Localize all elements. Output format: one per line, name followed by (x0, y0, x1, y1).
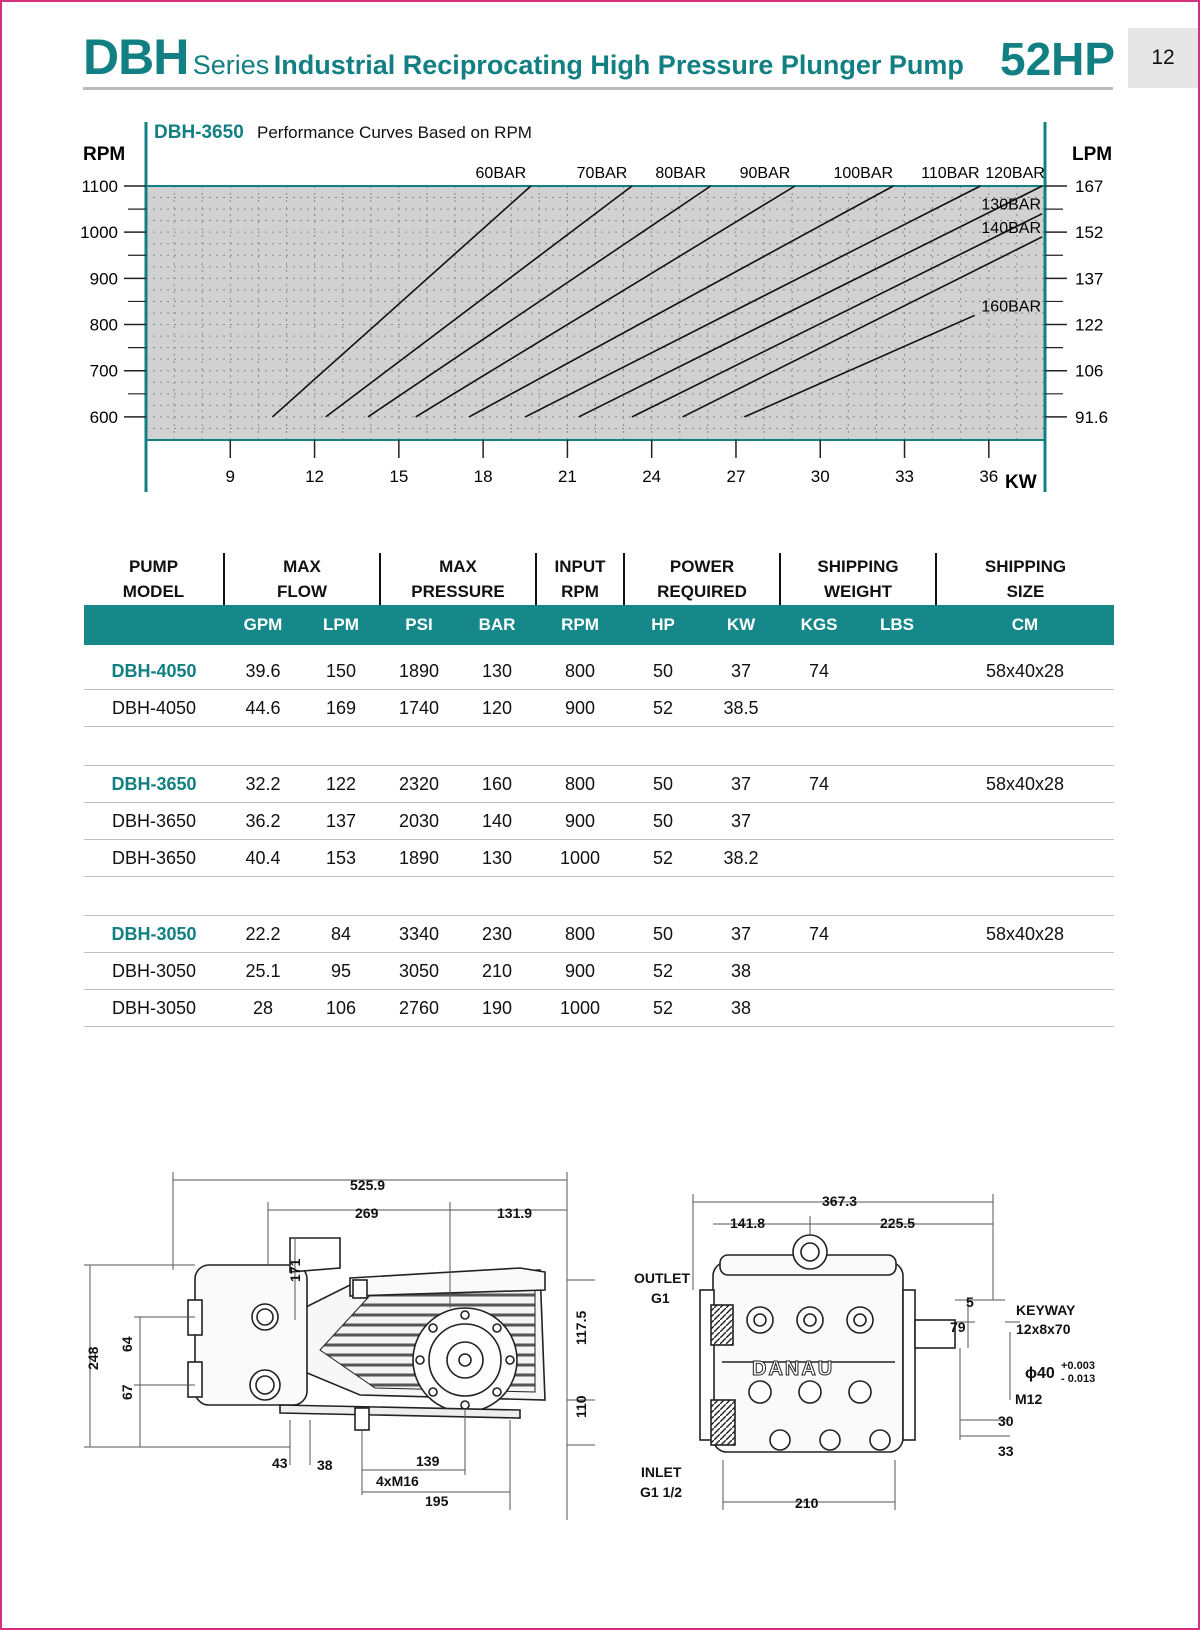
table-cell (936, 803, 1114, 840)
column-header-line1: POWER (669, 557, 735, 576)
table-row (84, 840, 1114, 877)
table-cell (858, 766, 936, 803)
table-cell: 22.2 (224, 916, 302, 953)
unit-header: HP (624, 605, 702, 645)
unit-header: RPM (536, 605, 624, 645)
column-header-line1: PUMP (128, 557, 179, 576)
dim-141-8: 141.8 (730, 1215, 766, 1231)
column-header-line2: MODEL (122, 582, 185, 601)
x-tick-label: 33 (895, 467, 914, 486)
x-axis-label: KW (1005, 472, 1037, 493)
y-right-tick-label: 137 (1075, 269, 1104, 289)
table-cell: 39.6 (224, 653, 302, 690)
table-cell: 130 (458, 653, 536, 690)
series-word: Series (192, 50, 270, 80)
dim-210: 210 (795, 1495, 819, 1511)
table-cell: 140 (458, 803, 536, 840)
dim-33: 33 (998, 1443, 1014, 1459)
table-cell: 122 (302, 766, 380, 803)
table-cell: 44.6 (224, 690, 302, 727)
curve-label: 100BAR (833, 165, 894, 182)
table-cell (858, 690, 936, 727)
table-cell (858, 803, 936, 840)
table-cell: 37 (702, 916, 780, 953)
table-cell: 50 (624, 653, 702, 690)
table-body (84, 645, 1114, 1027)
table-row (84, 690, 1114, 727)
group-spacer (84, 877, 1114, 916)
group-spacer (84, 727, 1114, 766)
x-tick-label: 18 (473, 467, 493, 486)
column-header-line1: SHIPPING (984, 557, 1067, 576)
table-cell: 52 (624, 990, 702, 1027)
table-cell: 1000 (536, 990, 624, 1027)
table-cell: 130 (458, 840, 536, 877)
table-cell: 84 (302, 916, 380, 953)
curve-label: 70BAR (576, 165, 628, 182)
table-cell (780, 990, 858, 1027)
unit-header: GPM (224, 605, 302, 645)
table-gap (84, 645, 1114, 653)
dim-110: 110 (573, 1395, 589, 1418)
table-header-row (84, 553, 1114, 605)
table-cell: 58x40x28 (936, 653, 1114, 690)
table-cell: 900 (536, 690, 624, 727)
table-cell: 95 (302, 953, 380, 990)
table-cell: 2760 (380, 990, 458, 1027)
y-left-tick-label: 800 (89, 315, 118, 335)
model-cell: DBH-4050 (84, 653, 224, 690)
page-number: 12 (1128, 28, 1198, 88)
chart-model: DBH-3650 (154, 122, 244, 143)
curve-label: 130BAR (981, 196, 1041, 214)
curve-label: 110BAR (921, 165, 980, 182)
table-cell: 58x40x28 (936, 766, 1114, 803)
thread-spec: M12 (1015, 1391, 1043, 1407)
dim-30: 30 (998, 1413, 1014, 1429)
table-cell: 2030 (380, 803, 458, 840)
table-row (84, 916, 1114, 953)
table-cell: 190 (458, 990, 536, 1027)
model-cell: DBH-3050 (84, 990, 224, 1027)
x-tick-label: 21 (557, 467, 577, 486)
column-header-line2: REQUIRED (657, 582, 747, 601)
table-cell (780, 690, 858, 727)
model-cell: DBH-3650 (84, 766, 224, 803)
column-header (936, 553, 1114, 605)
table-cell: 160 (458, 766, 536, 803)
table-cell: 3050 (380, 953, 458, 990)
column-header-line2: RPM (561, 582, 599, 601)
outlet-size: G1 (651, 1290, 670, 1306)
column-header-line1: INPUT (554, 557, 606, 576)
unit-header: KGS (780, 605, 858, 645)
keyway-size: 12x8x70 (1016, 1321, 1071, 1337)
column-header-line2: PRESSURE (411, 582, 505, 601)
column-header-line2: WEIGHT (824, 582, 892, 601)
y-right-tick-label: 91.6 (1075, 407, 1109, 427)
x-tick-label: 24 (642, 467, 662, 486)
column-header-line1: SHIPPING (817, 557, 899, 576)
dim-79: 79 (950, 1319, 966, 1335)
table-cell: 50 (624, 803, 702, 840)
table-cell: 120 (458, 690, 536, 727)
model-cell: DBH-3050 (84, 953, 224, 990)
dim-front-overall: 367.3 (822, 1193, 858, 1209)
column-header (84, 553, 224, 605)
table-cell: 800 (536, 766, 624, 803)
page-header (83, 28, 964, 88)
unit-header: PSI (380, 605, 458, 645)
outlet-label: OUTLET (634, 1270, 690, 1286)
y-left-tick-label: 1100 (81, 177, 118, 196)
table-cell: 1000 (536, 840, 624, 877)
y-right-tick-label: 152 (1075, 223, 1104, 243)
front-view-drawing (700, 1235, 955, 1452)
table-cell: 106 (302, 990, 380, 1027)
y-right-tick-label: 122 (1075, 315, 1104, 335)
table-cell: 38 (702, 953, 780, 990)
model-cell: DBH-3650 (84, 803, 224, 840)
curve-label: 120BAR (985, 165, 1045, 182)
column-header (536, 553, 624, 605)
performance-chart (0, 110, 1200, 500)
y-right-tick-label: 167 (1075, 177, 1104, 196)
model-cell: DBH-3650 (84, 840, 224, 877)
brand-logo: DANAU (752, 1358, 835, 1380)
table-cell: 58x40x28 (936, 916, 1114, 953)
x-tick-label: 30 (810, 467, 830, 486)
table-cell (936, 953, 1114, 990)
table-cell: 38.2 (702, 840, 780, 877)
column-header-line1: MAX (283, 557, 321, 576)
dim-225-5: 225.5 (880, 1215, 916, 1231)
table-cell: 800 (536, 916, 624, 953)
y-left-tick-label: 700 (89, 361, 118, 381)
column-header (624, 553, 780, 605)
keyway-label: KEYWAY (1016, 1302, 1076, 1318)
table-cell (858, 840, 936, 877)
table-cell (858, 916, 936, 953)
y-right-tick-label: 106 (1075, 361, 1104, 381)
table-cell (936, 990, 1114, 1027)
model-cell: DBH-4050 (84, 690, 224, 727)
y-left-tick-label: 900 (89, 269, 118, 289)
dim-269: 269 (355, 1205, 379, 1221)
inlet-label: INLET (641, 1464, 682, 1480)
table-cell: 900 (536, 803, 624, 840)
dimension-drawings (0, 1160, 1200, 1540)
table-cell (936, 690, 1114, 727)
dim-overall-length: 525.9 (350, 1177, 386, 1193)
curve-label: 90BAR (739, 165, 791, 182)
series-code: DBH (83, 29, 189, 85)
unit-header (84, 605, 224, 645)
table-cell: 169 (302, 690, 380, 727)
curve-label: 140BAR (981, 219, 1041, 237)
table-cell: 52 (624, 953, 702, 990)
dim-139: 139 (416, 1453, 440, 1469)
table-cell: 38 (702, 990, 780, 1027)
chart-title: Performance Curves Based on RPM (257, 123, 532, 142)
dim-131-9: 131.9 (497, 1205, 533, 1221)
dim-64: 64 (119, 1336, 135, 1352)
dim-248: 248 (85, 1346, 101, 1370)
unit-header: LBS (858, 605, 936, 645)
table-cell: 52 (624, 840, 702, 877)
table-cell (858, 990, 936, 1027)
table-cell: 900 (536, 953, 624, 990)
table-cell: 74 (780, 766, 858, 803)
table-cell: 3340 (380, 916, 458, 953)
table-cell: 230 (458, 916, 536, 953)
table-row (84, 990, 1114, 1027)
dim-67: 67 (119, 1384, 135, 1400)
bolt-spec: 4xM16 (376, 1473, 419, 1489)
unit-header: BAR (458, 605, 536, 645)
column-header (224, 553, 380, 605)
table-units-row (84, 605, 1114, 645)
table-cell (780, 953, 858, 990)
dim-171: 171 (287, 1258, 303, 1282)
pump-description: Industrial Reciprocating High Pressure Plunger Pump (273, 50, 964, 80)
unit-header: KW (702, 605, 780, 645)
table-cell: 28 (224, 990, 302, 1027)
table-cell: 1740 (380, 690, 458, 727)
x-tick-label: 12 (305, 467, 325, 486)
table-cell: 2320 (380, 766, 458, 803)
column-header-line2: SIZE (1006, 582, 1045, 601)
table-cell: 40.4 (224, 840, 302, 877)
table-cell: 74 (780, 653, 858, 690)
curve-label: 60BAR (475, 165, 527, 182)
x-tick-label: 36 (979, 467, 999, 486)
table-cell: 37 (702, 766, 780, 803)
table-cell: 150 (302, 653, 380, 690)
table-cell: 137 (302, 803, 380, 840)
table-cell: 25.1 (224, 953, 302, 990)
table-cell: 36.2 (224, 803, 302, 840)
table-cell: 800 (536, 653, 624, 690)
column-header (380, 553, 536, 605)
x-tick-label: 9 (225, 467, 236, 486)
table-cell: 1890 (380, 840, 458, 877)
table-cell (780, 840, 858, 877)
table-cell: 50 (624, 766, 702, 803)
column-header (780, 553, 936, 605)
y-right-label: LPM (1072, 144, 1113, 165)
unit-header: CM (936, 605, 1114, 645)
curve-label: 160BAR (981, 298, 1041, 316)
table-row (84, 953, 1114, 990)
shaft-tol-minus: - 0.013 (1061, 1373, 1096, 1385)
table-cell: 32.2 (224, 766, 302, 803)
y-left-tick-label: 600 (89, 407, 118, 427)
table-row (84, 653, 1114, 690)
table-cell: 37 (702, 653, 780, 690)
table-cell (936, 840, 1114, 877)
x-tick-label: 15 (389, 467, 409, 486)
y-left-tick-label: 1000 (80, 223, 118, 243)
dim-38: 38 (317, 1457, 333, 1473)
table-cell: 37 (702, 803, 780, 840)
table-cell (858, 953, 936, 990)
dim-195: 195 (425, 1493, 449, 1509)
table-cell: 210 (458, 953, 536, 990)
shaft-tol-plus: +0.003 (1061, 1360, 1095, 1372)
table-row (84, 766, 1114, 803)
dim-5: 5 (966, 1294, 974, 1310)
curve-label: 80BAR (655, 165, 707, 182)
table-cell (780, 803, 858, 840)
spec-table (84, 553, 1114, 1027)
table-cell: 50 (624, 916, 702, 953)
column-header-line1: MAX (439, 557, 477, 576)
table-cell: 52 (624, 690, 702, 727)
inlet-size: G1 1/2 (640, 1484, 683, 1500)
dim-117-5: 117.5 (573, 1310, 589, 1345)
x-tick-label: 27 (726, 467, 746, 486)
y-left-label: RPM (83, 144, 126, 165)
model-cell: DBH-3050 (84, 916, 224, 953)
shaft-diameter: ϕ40 (1025, 1365, 1055, 1382)
table-cell (858, 653, 936, 690)
x-ticks (226, 440, 999, 486)
side-view-drawing (188, 1238, 545, 1430)
header-rule (83, 87, 1113, 90)
table-cell: 38.5 (702, 690, 780, 727)
table-cell: 1890 (380, 653, 458, 690)
table-cell: 153 (302, 840, 380, 877)
column-header-line2: FLOW (276, 582, 328, 601)
table-row (84, 803, 1114, 840)
dim-43: 43 (272, 1455, 288, 1471)
horsepower-title: 52HP (1000, 33, 1116, 85)
table-cell: 74 (780, 916, 858, 953)
unit-header: LPM (302, 605, 380, 645)
